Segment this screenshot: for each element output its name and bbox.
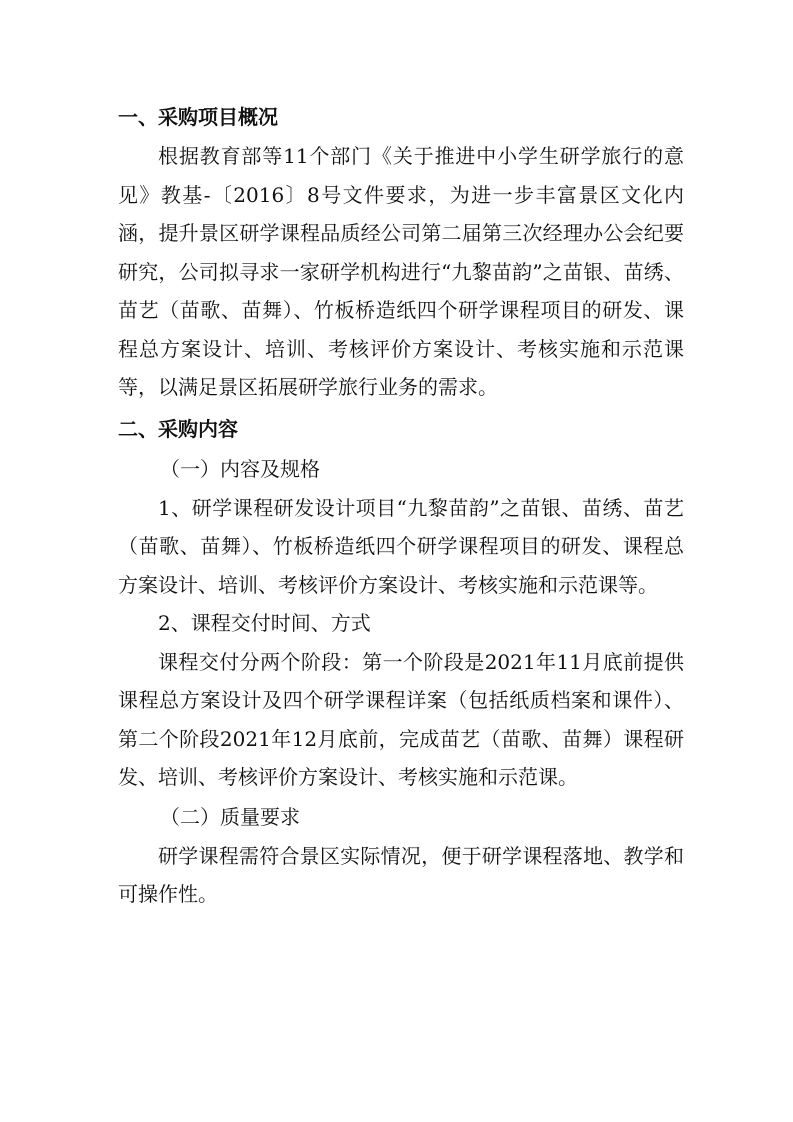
document-body [118,97,684,914]
section-heading-overview: 一、采购项目概况 [118,105,278,129]
overview-paragraph: 根据教育部等11个部门《关于推进中小学生研学旅行的意见》教基-〔2016〕8号文件要求，为进一步丰富景区文化内涵，提升景区研学课程品质经公司第二届第三次经理办公会纪要研究，公司拟寻求一家研学机构进行“九黎苗韵”之苗银、苗绣、苗艺（苗歌、苗舞）、竹板桥造纸四个研学课程项目的研发、课程总方案设计、培训、考核评价方案设计、考核实施和示范课等，以满足景区拓展研学旅行业务的需求。 [118,144,684,399]
item-2-title: 2、课程交付时间、方式 [158,611,371,635]
subsection-title-quality: （二）质量要求 [160,804,300,829]
item-1-paragraph: 1、研学课程研发设计项目“九黎苗韵”之苗银、苗绣、苗艺（苗歌、苗舞）、竹板桥造纸四个研学课程项目的研发、课程总方案设计、培训、考核评价方案设计、考核实施和示范课等。 [118,495,684,597]
section-heading-content: 二、采购内容 [118,416,238,441]
item-2-paragraph: 课程交付分两个阶段：第一个阶段是2021年11月底前提供课程总方案设计及四个研学课程详案（包括纸质档案和课件）、第二个阶段2021年12月底前，完成苗艺（苗歌、苗舞）课程研发、培训、考核评价方案设计、考核实施和示范课。 [118,649,684,789]
quality-paragraph: 研学课程需符合景区实际情况，便于研学课程落地、教学和可操作性。 [118,843,684,906]
subsection-title-specs: （一）内容及规格 [160,456,320,481]
